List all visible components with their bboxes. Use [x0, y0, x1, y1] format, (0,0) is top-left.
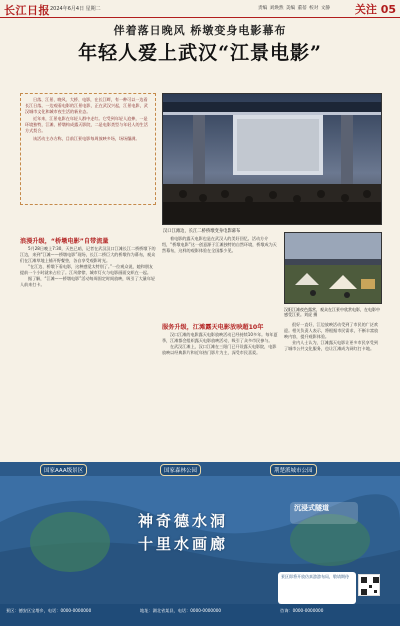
riverside-camping-photo	[285, 233, 382, 304]
body-paragraph: 据了解，“江滩——桥墩电影”活动每周固定时间放映，吸引了大量年轻人前来打卡。	[20, 276, 156, 287]
body-paragraph: 很好一直好，江边放映活动受到了市民的广泛欢迎。相关负责人表示，将根据市民需求，不断丰富放映内容，提升观影体验。	[284, 322, 379, 339]
ad-title-line1: 神奇德水洞	[138, 512, 229, 530]
body-column-1	[20, 246, 156, 458]
body-paragraph: 着电影的露天电影也是在武汉人的美好回忆。活动方介绍，“桥墩电影”这一创意源于江滩独特的自然环境，桥墩成为天然幕布，这样的观影体验在全国都少见。	[162, 236, 277, 253]
subhead-second: 服务升级，江滩露天电影放映超10年	[162, 324, 264, 331]
masthead	[0, 0, 400, 18]
secondary-photo	[284, 232, 382, 304]
lead-paragraph: 近年来，江景电影在年轻人群中走红。它受到年轻人追捧，一是环境独特，江滩、桥墩构成露天影院，二是电影类型与年轻人的生活方式契合。	[25, 116, 148, 134]
newspaper-logo: 长江日报	[4, 4, 50, 17]
ad-title-line2: 十里水画廊	[138, 535, 229, 553]
section-label: 关注 05	[354, 3, 396, 16]
secondary-photo-caption: 汉阳江滩夜色露营，观众在江景中欣赏电影，在电影中感受江景。刘虎 摄	[284, 307, 380, 318]
issue-date: 2024年6月4日 星期二	[50, 6, 101, 12]
ad-tag: 国家AAA级景区	[40, 464, 87, 476]
ad-contact: 地址：湖北省某县，电话：0000-0000000	[140, 608, 222, 613]
body-paragraph: 汉口江滩的电影露天电影放映活动已经持续10多年。每年夏季，江滩都会组织露天电影放映活动，吸引了众多市民参与。	[162, 332, 278, 343]
ad-notice: 景区即将开放仿真游游布局，敬请期待	[278, 572, 356, 604]
ad-contact: 咨询：0000-0000000	[280, 608, 324, 613]
body-paragraph: “在江边、桥墩下看电影，这种感觉太特别了。”一位观众说，她和朋友提前一个小时就来占位了。江风徐徐，城市灯火与电影画面交织在一起。	[20, 264, 154, 275]
main-photo	[162, 93, 382, 225]
body-column-4	[284, 322, 382, 458]
qr-code-icon	[358, 574, 380, 596]
article-title: 年轻人爱上武汉“江景电影”	[78, 42, 322, 64]
ad-contact: 景区：德安区宝塔乡，电话：0000-0000000	[6, 608, 92, 613]
body-paragraph: 业内人士认为，江滩露天电影让更多市民享受到了城市公共文化服务，也让江滩成为网红打卡地。	[284, 340, 378, 351]
ad-badge-text: 沉浸式隧道	[294, 504, 329, 512]
body-paragraph: 在武汉江滩上，汉口江滩在三阳门已开设露天电影院，电影放映以经典影片和近年热门影片为主，深受市民喜爱。	[162, 344, 277, 355]
body-paragraph: 5月28日晚上7:30，天色已暗，记者在武汉汉口江滩长江二桥桥墩下的江边，来到“江滩——桥墩电影”现场，长江二桥巨大的桥墩作为幕布，观众们在江滩草地上铺开野餐垫，各自享受观影时光。	[20, 246, 156, 263]
lead-paragraph: 该活动主办方称，目前江景电影每周放映多场，场场爆满。	[33, 135, 140, 141]
lead-paragraph: 日落、江景、晚风、大桥、电影，在长江畔，有一种可以一边看长江日落，一边观看电影的江景电影，正在武汉兴起，江景电影，武汉城市文化和城市夜生活的新业态。	[25, 97, 148, 115]
editors-credit: 责编 刘焕然 美编 董蓓 校对 文静	[258, 6, 331, 11]
article-subtitle: 伴着落日晚风 桥墩变身电影幕布	[113, 24, 287, 37]
ad-tag: 国家森林公园	[160, 464, 201, 476]
lead-box	[20, 93, 156, 205]
body-column-2	[162, 236, 278, 316]
ad-tag: 荆楚派城市公园	[270, 464, 317, 476]
subhead-first: 浪漫升级，“桥墩电影”自带流量	[20, 238, 109, 245]
body-column-3	[162, 332, 278, 458]
main-photo-caption: 汉口江滩边，长江二桥桥墩变身电影幕布	[163, 229, 241, 234]
bridge-screening-photo	[163, 94, 382, 225]
